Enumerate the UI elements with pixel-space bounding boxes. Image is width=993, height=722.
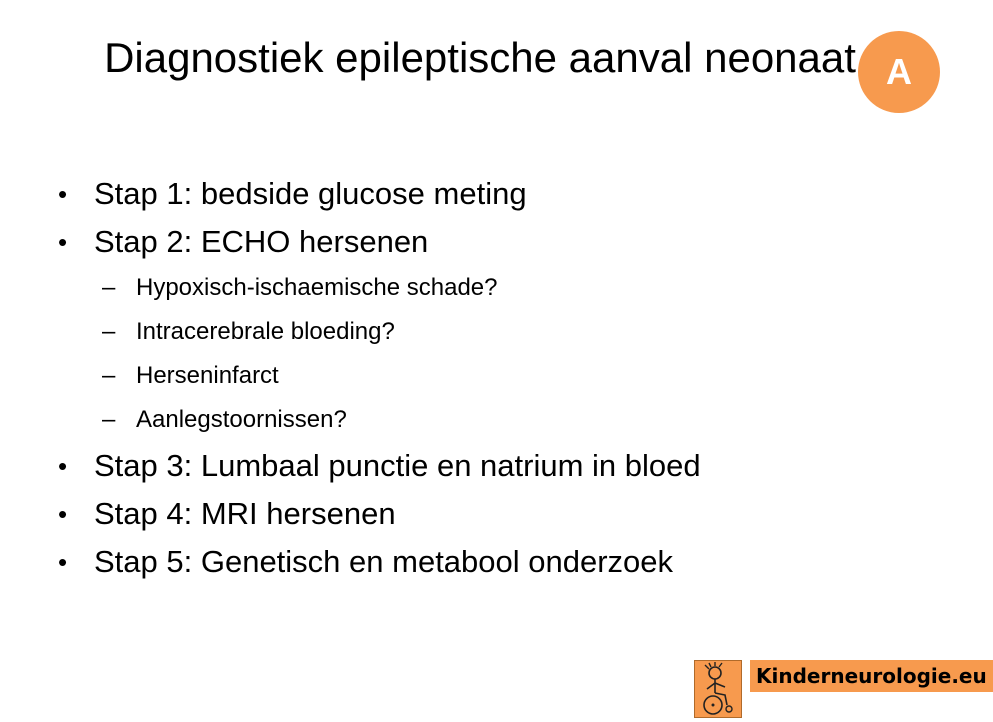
bullet-text: Stap 5: Genetisch en metabool onderzoek <box>94 544 674 579</box>
bullet-icon: • <box>58 451 68 481</box>
bullet-text: Stap 2: ECHO hersenen <box>94 224 429 259</box>
bullet-icon: • <box>58 499 68 529</box>
dash-icon: – <box>102 274 116 301</box>
bullet-icon: • <box>58 547 68 577</box>
bullet-text: Stap 3: Lumbaal punctie en natrium in bloed <box>94 448 701 483</box>
dash-icon: – <box>102 318 116 345</box>
sub-bullet-group <box>56 266 916 442</box>
bullet-text: Stap 4: MRI hersenen <box>94 496 396 531</box>
bullet-icon: • <box>58 227 68 257</box>
bullet-text: Stap 1: bedside glucose meting <box>94 176 527 211</box>
bullet-item <box>56 442 916 490</box>
sub-bullet-item <box>56 398 916 442</box>
brand-label: Kinderneurologie.eu <box>750 660 993 692</box>
sub-bullet-list <box>56 266 916 442</box>
sub-bullet-item <box>56 266 916 310</box>
child-in-wheelchair-icon <box>694 660 742 718</box>
section-badge: A <box>858 31 940 113</box>
slide-title: Diagnostiek epileptische aanval neonaat <box>104 34 856 81</box>
sub-bullet-text: Herseninfarct <box>136 362 279 389</box>
dash-icon: – <box>102 362 116 389</box>
bullet-icon: • <box>58 179 68 209</box>
bullet-item <box>56 490 916 538</box>
sub-bullet-text: Hypoxisch-ischaemische schade? <box>136 274 498 301</box>
sub-bullet-text: Aanlegstoornissen? <box>136 406 347 433</box>
bullet-item <box>56 170 916 218</box>
dash-icon: – <box>102 406 116 433</box>
sub-bullet-text: Intracerebrale bloeding? <box>136 318 395 345</box>
bullet-item <box>56 538 916 586</box>
sub-bullet-item <box>56 354 916 398</box>
sub-bullet-item <box>56 310 916 354</box>
bullet-list <box>56 170 916 586</box>
bullet-item <box>56 218 916 266</box>
